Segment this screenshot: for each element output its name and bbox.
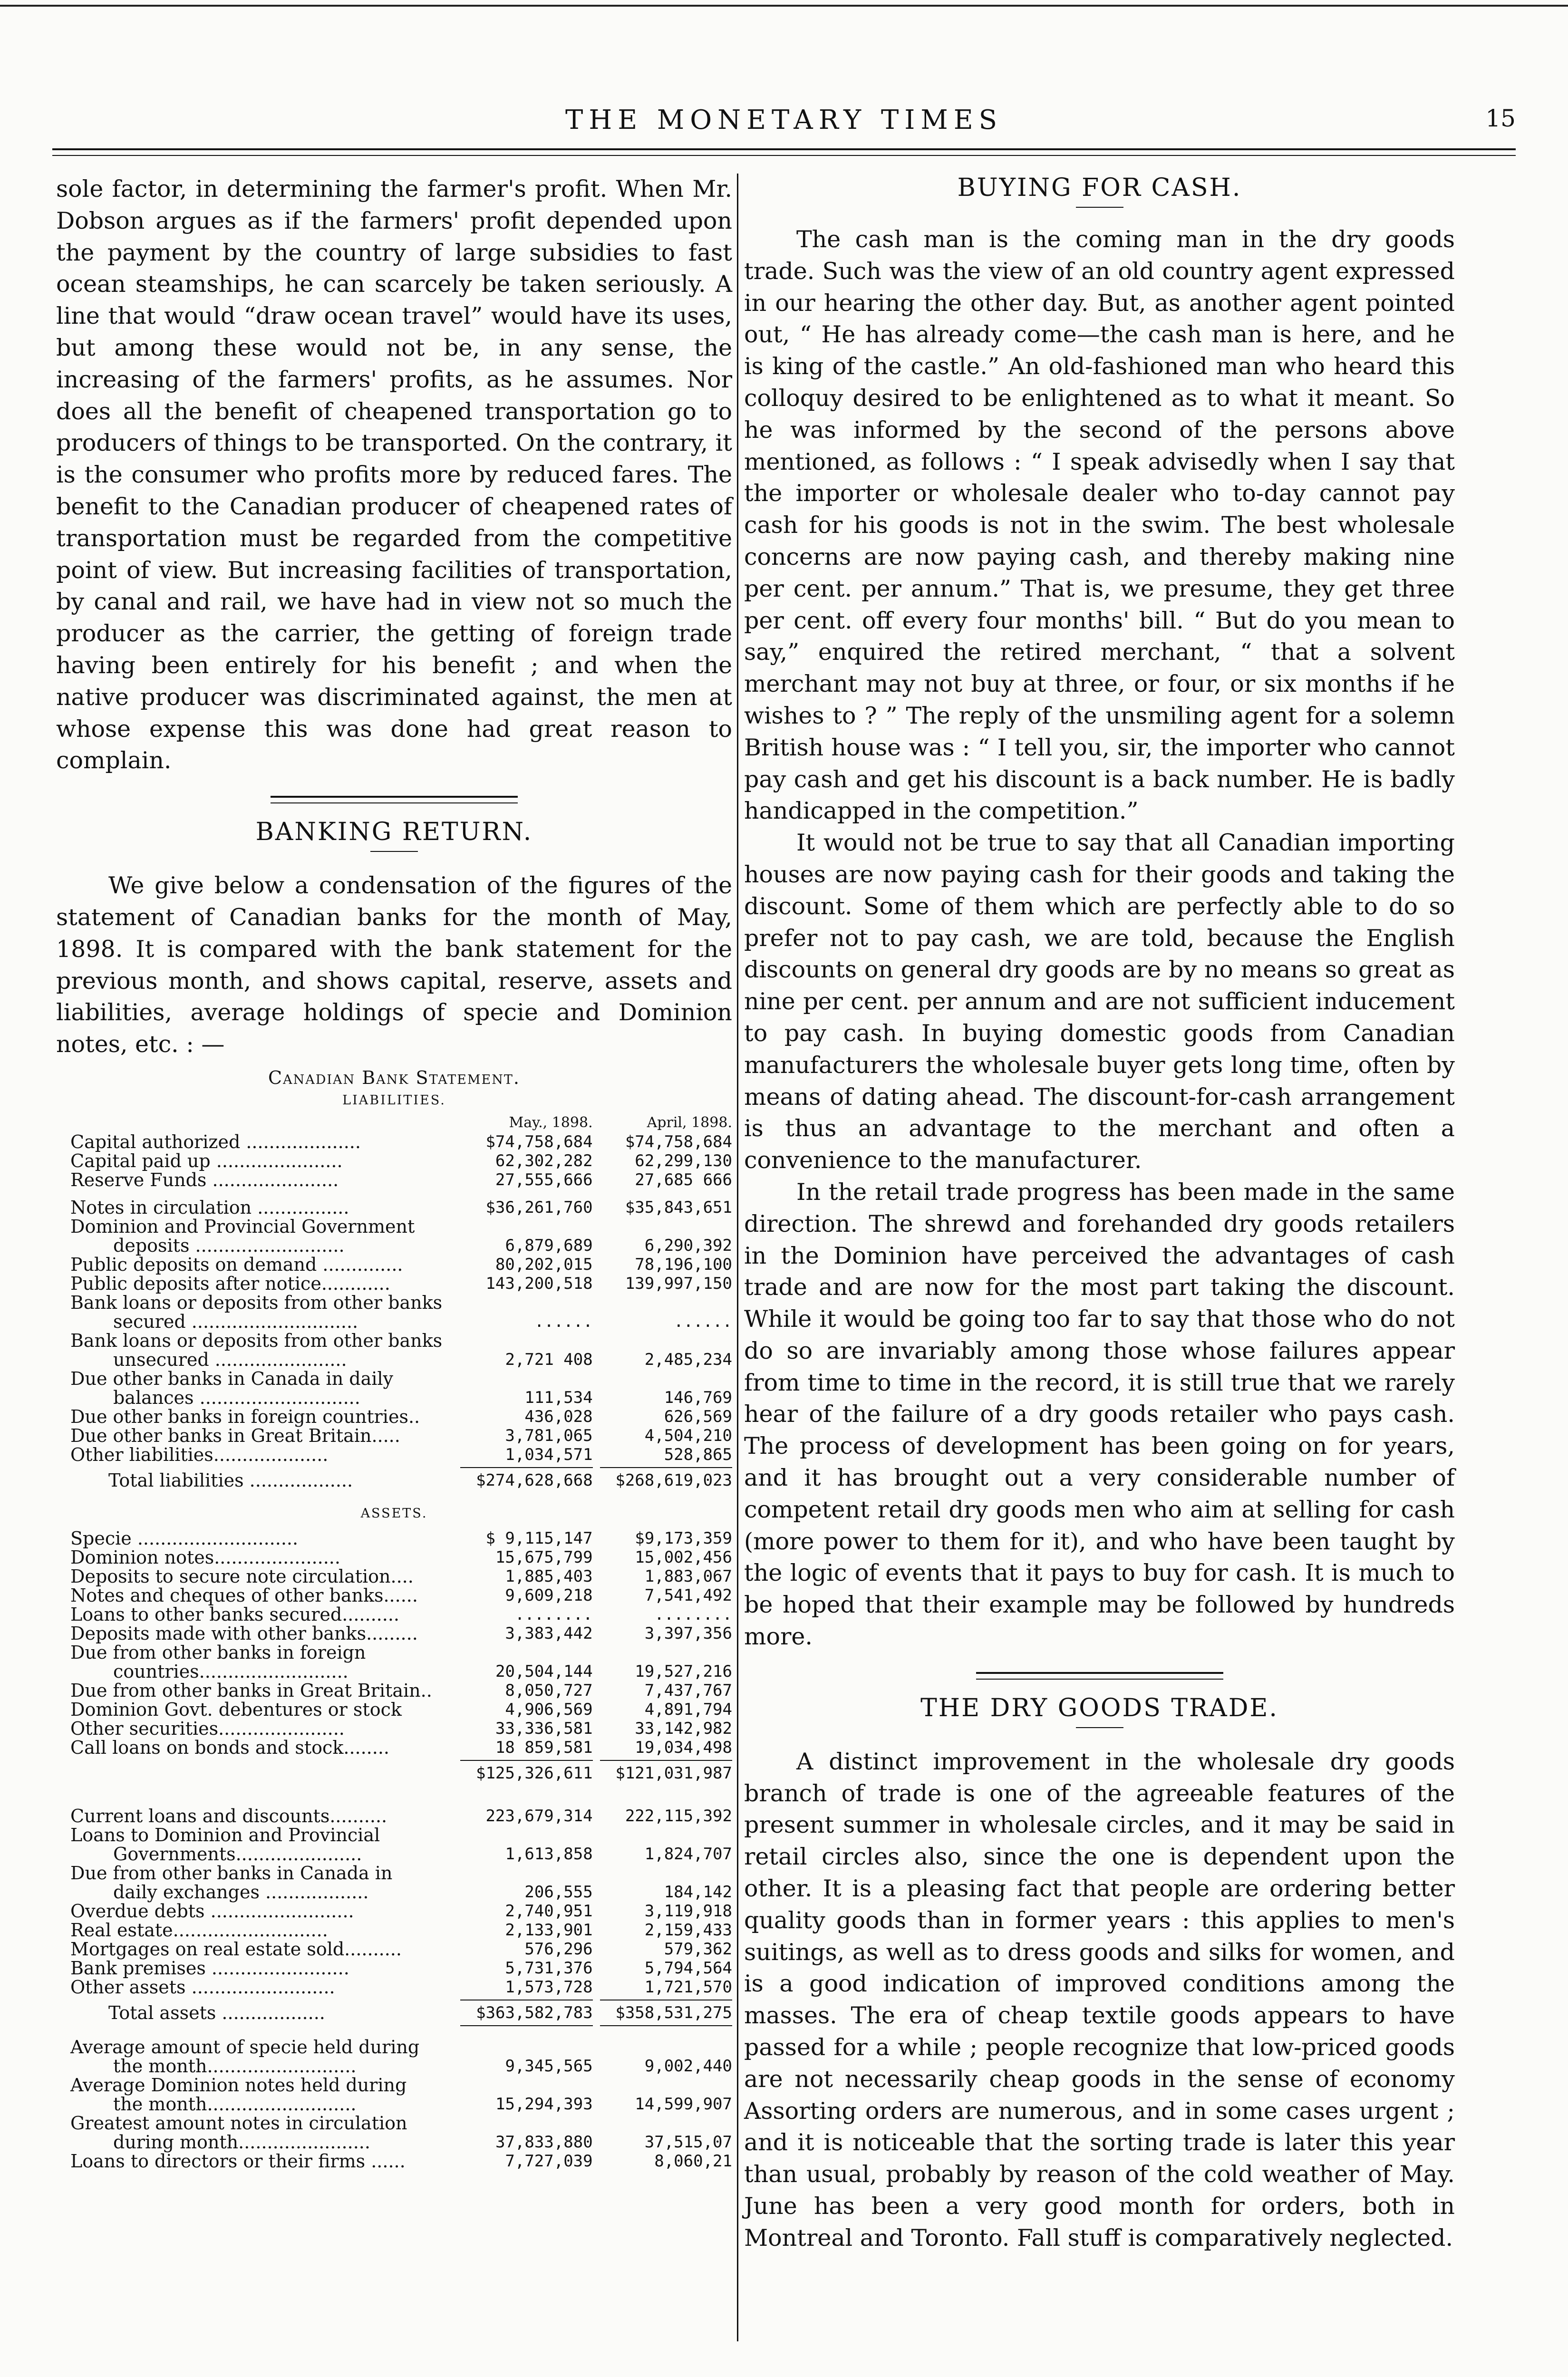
total-assets-row: Total assets .................. $363,582,783 $358,531,275	[108, 2002, 732, 2023]
table-row	[56, 1170, 732, 1189]
row-label: Specie ............................	[70, 1527, 299, 1549]
value-may: 15,294,393	[495, 2094, 593, 2114]
table-row	[56, 1921, 732, 1940]
value-may: 206,555	[524, 1882, 593, 1902]
row-label: deposits ..........................	[113, 1235, 345, 1256]
row-label: countries..........................	[113, 1661, 348, 1682]
value-april: 19,034,498	[635, 1738, 732, 1757]
average-holdings-rows	[56, 2038, 732, 2171]
value-april: 626,569	[664, 1407, 732, 1426]
value-april: 3,119,918	[644, 1901, 732, 1921]
table-row	[56, 1312, 732, 1331]
value-may: 436,028	[524, 1407, 593, 1426]
row-label: Capital authorized ....................	[70, 1131, 361, 1152]
section-separator	[271, 796, 518, 803]
dry-goods-paragraph: A distinct improvement in the wholesale dry goods branch of trade is one of the agreeable features of the present summer in wholesale circles, and it may be said in retail circles also, since the one is dependent upon the other. It is a pleasing fact that people are ordering better quality goods than in former years : this applies to men's suitings, as well as to dress goods and silks for women, and is a good indication of improved conditions among the masses. The era of cheap textile goods appears to have passed for a while ; people recognize that low-priced goods are not necessarily cheap goods in the sense of economy Assorting orders are numerous, and in some cases urgent ; and it is noticeable that the sorting trade is later this year than usual, probably by reason of the cold weather of May. June has been a very good month for orders, both in Montreal and Toronto. Fall stuff is comparatively neglected.	[744, 1748, 1455, 2251]
table-row	[56, 1217, 732, 1236]
value-april: 146,769	[664, 1388, 732, 1407]
masthead-rule-thick	[52, 148, 1516, 150]
value-april: 1,721,570	[644, 1977, 732, 1997]
table-row	[56, 1293, 732, 1312]
table-row	[56, 1826, 732, 1845]
value-april: 5,794,564	[644, 1958, 732, 1978]
value-may: 20,504,144	[495, 1662, 593, 1681]
table-row	[56, 1624, 732, 1643]
value-may: 223,679,314	[485, 1806, 593, 1826]
table-row	[56, 1426, 732, 1445]
value-may: 37,833,880	[495, 2132, 593, 2152]
total-assets-underline	[56, 2025, 732, 2026]
value-april: 579,362	[664, 1939, 732, 1959]
row-label: Other liabilities....................	[70, 1444, 329, 1465]
value-may: 80,202,015	[495, 1255, 593, 1274]
value-may: 143,200,518	[485, 1274, 593, 1293]
value-april: 1,824,707	[644, 1844, 732, 1864]
table-row	[56, 1978, 732, 1997]
table-row	[56, 1255, 732, 1274]
table-row	[56, 1605, 732, 1624]
value-may: 6,879,689	[505, 1236, 593, 1255]
value-may: 2,740,951	[505, 1901, 593, 1921]
value-may: $74,758,684	[485, 1132, 593, 1151]
table-row	[56, 1681, 732, 1700]
value-may: 1,034,571	[505, 1445, 593, 1464]
row-label: Deposits to secure note circulation....	[70, 1565, 414, 1587]
subtotal-rule	[56, 1760, 732, 1761]
value-april: 7,437,767	[644, 1681, 732, 1700]
value-may: 3,781,065	[505, 1426, 593, 1445]
value-april: 9,002,440	[644, 2056, 732, 2076]
table-row	[56, 1940, 732, 1959]
value-april: 4,891,794	[644, 1700, 732, 1719]
liabilities-heading: LIABILITIES.	[342, 1092, 446, 1108]
right-column	[744, 174, 1455, 2377]
value-april: 78,196,100	[635, 1255, 732, 1274]
row-label: balances ............................	[113, 1387, 360, 1408]
column-divider	[737, 174, 738, 2341]
value-april: 7,541,492	[644, 1585, 732, 1605]
assets-subtotal-row: $125,326,611 $121,031,987	[475, 1763, 732, 1783]
heading-rule	[370, 851, 418, 852]
table-row	[56, 1331, 732, 1350]
table-row	[56, 1236, 732, 1255]
page-top-edge-rule	[0, 5, 1568, 7]
value-april: 8,060,21	[654, 2151, 732, 2171]
value-april: 2,159,433	[644, 1920, 732, 1940]
value-may: 9,345,565	[505, 2056, 593, 2076]
value-april: $35,843,651	[625, 1198, 732, 1217]
total-rule	[56, 1467, 732, 1468]
value-may: 7,727,039	[505, 2151, 593, 2171]
statement-title: Canadian Bank Statement.	[268, 1067, 520, 1088]
heading-rule	[1076, 1727, 1123, 1728]
value-april: 1,883,067	[644, 1566, 732, 1586]
row-label: Dominion notes......................	[70, 1546, 340, 1568]
value-may: $36,261,760	[485, 1198, 593, 1217]
value-april: 37,515,07	[644, 2132, 732, 2152]
row-label: Public deposits on demand ..............	[70, 1254, 403, 1275]
value-may: 576,296	[524, 1939, 593, 1959]
value-april: 27,685 666	[635, 1170, 732, 1189]
row-label: daily exchanges ..................	[113, 1881, 369, 1903]
value-may: 18 859,581	[495, 1738, 593, 1757]
row-label: during month.......................	[113, 2131, 370, 2153]
row-label: Due other banks in Canada in daily	[70, 1368, 394, 1389]
row-label: Capital paid up ......................	[70, 1150, 343, 1171]
bank-statement-table	[56, 1113, 732, 2171]
row-label: Current loans and discounts..........	[70, 1805, 387, 1826]
table-row	[56, 1738, 732, 1757]
table-row	[56, 1274, 732, 1293]
value-april: ........	[654, 1604, 732, 1624]
value-april: 33,142,982	[635, 1719, 732, 1738]
value-may: 8,050,727	[505, 1681, 593, 1700]
row-label: Governments......................	[113, 1843, 362, 1865]
table-row	[56, 1567, 732, 1586]
table-row	[56, 1864, 732, 1883]
value-april: 15,002,456	[635, 1547, 732, 1567]
loan-assets-rows	[56, 1807, 732, 1997]
column-header-april: April, 1898.	[647, 1114, 732, 1131]
value-april: 62,299,130	[635, 1151, 732, 1170]
table-row	[56, 1807, 732, 1826]
cash-paragraph-3: In the retail trade progress has been made in the same direction. The shrewd and forehanded dry goods retailers in the Dominion have perceived the advantages of cash trade and are now for the most part taking the discount. While it would be going too far to say that those who do not do so are invariably among those whose failures appear from time to time in the record, it is still true that we rarely hear of the failure of a dry goods retailer who pays cash. The process of development has been going on for years, and it has brought out a very considerable number of competent retail dry goods men who aim at selling for cash (more power to them for it), and who have been taught by the logic of events that it pays to buy for cash. It is much to be hoped that their example may be followed by hundreds more.	[744, 1178, 1455, 1651]
table-row	[56, 2152, 732, 2171]
table-row	[56, 1445, 732, 1464]
value-april: 184,142	[664, 1882, 732, 1902]
value-april: ......	[674, 1312, 732, 1331]
row-label: Notes and cheques of other banks......	[70, 1585, 418, 1606]
row-label: Bank premises ........................	[70, 1957, 349, 1979]
masthead	[52, 105, 1516, 138]
value-april: 139,997,150	[625, 1274, 732, 1293]
table-row	[56, 1388, 732, 1407]
banking-return-heading: BANKING RETURN.	[255, 818, 533, 847]
article-continuation-paragraph: sole factor, in determining the farmer's profit. When Mr. Dobson argues as if the farmers' profit depended upon the payment by the country of large subsidies to fast ocean steamships, he can scarcely be taken seriously. A line that would “draw ocean travel” would have its uses, but among these would not be, in any sense, the increasing of the farmers' profits, as he assumes. Nor does all the benefit of cheapened transportation go to producers of things to be transported. On the contrary, it is the consumer who profits more by reduced fares. The benefit to the Canadian producer of cheapened rates of transportation must be regarded from the competitive point of view. But increasing facilities of transportation, by canal and rail, we have had in view not so much the producer as the carrier, the getting of foreign trade having been entirely for his benefit ; and when the native producer was discriminated against, the men at whose expense this was done had great reason to complain.	[56, 175, 732, 774]
value-may: 2,133,901	[505, 1920, 593, 1940]
row-label: Dominion Govt. debentures or stock	[70, 1699, 402, 1720]
masthead-title: THE MONETARY TIMES	[565, 105, 1003, 135]
total-liabilities-row: Total liabilities .................. $274,628,668 $268,619,023	[108, 1469, 732, 1491]
value-april: 19,527,216	[635, 1662, 732, 1681]
value-april: 528,865	[664, 1445, 732, 1464]
section-separator	[976, 1672, 1223, 1680]
table-row	[56, 1662, 732, 1681]
table-row	[56, 1959, 732, 1978]
table-row	[56, 1643, 732, 1662]
row-label: Due other banks in Great Britain.....	[70, 1425, 400, 1446]
row-label: Bank loans or deposits from other banks	[70, 1292, 443, 1313]
heading-rule	[1076, 207, 1123, 208]
value-april: 6,290,392	[644, 1236, 732, 1255]
row-label: Mortgages on real estate sold..........	[70, 1938, 402, 1960]
row-label: Loans to directors or their firms ......	[70, 2150, 406, 2172]
value-may: 1,885,403	[505, 1566, 593, 1586]
table-row	[56, 1902, 732, 1921]
value-may: 4,906,569	[505, 1700, 593, 1719]
value-may: 5,731,376	[505, 1958, 593, 1978]
value-may: 33,336,581	[495, 1719, 593, 1738]
row-label: Real estate...........................	[70, 1919, 328, 1941]
dry-goods-heading: THE DRY GOODS TRADE.	[920, 1693, 1278, 1722]
table-row	[56, 1548, 732, 1567]
value-may: 1,613,858	[505, 1844, 593, 1864]
masthead-rule-thin	[52, 155, 1516, 156]
row-label: Deposits made with other banks.........	[70, 1623, 418, 1644]
row-label: Other assets .........................	[70, 1976, 335, 1998]
table-row	[56, 2057, 732, 2076]
table-row	[56, 1529, 732, 1548]
value-april: 222,115,392	[625, 1806, 732, 1826]
value-may: 111,534	[524, 1388, 593, 1407]
value-may: 62,302,282	[495, 1151, 593, 1170]
row-label: Due from other banks in Great Britain..	[70, 1680, 432, 1701]
table-row	[56, 1700, 732, 1719]
statement-column-headers	[56, 1113, 732, 1132]
row-label: Due other banks in foreign countries..	[70, 1406, 420, 1427]
value-april: 3,397,356	[644, 1623, 732, 1643]
row-label: Due from other banks in Canada in	[70, 1862, 393, 1884]
value-may: $ 9,115,147	[485, 1528, 593, 1548]
page-number: 15	[1485, 105, 1516, 132]
assets-rows	[56, 1529, 732, 1757]
table-row	[56, 2038, 732, 2057]
row-label: Reserve Funds ......................	[70, 1169, 339, 1190]
table-row	[56, 1845, 732, 1864]
row-label: Call loans on bonds and stock........	[70, 1737, 389, 1758]
liabilities-rows	[56, 1198, 732, 1464]
value-april: 4,504,210	[644, 1426, 732, 1445]
value-may: ........	[514, 1604, 593, 1624]
column-header-may: May., 1898.	[509, 1114, 593, 1131]
table-row	[56, 1586, 732, 1605]
table-row	[56, 1198, 732, 1217]
row-label: Dominion and Provincial Government	[70, 1216, 415, 1237]
value-may: 15,675,799	[495, 1547, 593, 1567]
row-label: the month..........................	[113, 2093, 357, 2115]
value-may: ......	[534, 1312, 593, 1331]
value-april: 14,599,907	[635, 2094, 732, 2114]
buying-for-cash-heading: BUYING FOR CASH.	[957, 174, 1242, 202]
table-row	[56, 1151, 732, 1170]
cash-paragraph-2: It would not be true to say that all Canadian importing houses are now paying cash for their goods and taking the discount. Some of them which are perfectly able to do so prefer not to pay cash, we are told, because the English discounts on general dry goods are by no means so great as nine per cent. per annum and are not sufficient inducement to pay cash. In buying domestic goods from Canadian manufacturers the wholesale buyer gets long time, often by means of dating ahead. The discount-for-cash arrangement is thus an advantage to the merchant and often a convenience to the manufacturer.	[744, 829, 1455, 1174]
left-column	[56, 174, 732, 2377]
row-label: Due from other banks in foreign	[70, 1642, 366, 1663]
value-may: 3,383,442	[505, 1623, 593, 1643]
table-row	[56, 1883, 732, 1902]
row-label: Greatest amount notes in circulation	[70, 2112, 407, 2134]
row-label: Average amount of specie held during	[70, 2036, 420, 2058]
table-row	[56, 1350, 732, 1369]
value-may: 27,555,666	[495, 1170, 593, 1189]
table-row	[56, 1407, 732, 1426]
row-label: Public deposits after notice............	[70, 1273, 390, 1294]
cash-paragraph-1: The cash man is the coming man in the dry goods trade. Such was the view of an old country agent expressed in our hearing the other day. But, as another agent pointed out, “ He has already come—the cash man is here, and he is king of the castle.” An old-fashioned man who heard this colloquy desired to be enlightened as to what it meant. So he was informed by the second of the persons above mentioned, as follows : “ I speak advisedly when I say that the importer or wholesale dealer who to-day cannot pay cash for his goods is not in the swim. The best wholesale concerns are now paying cash, and thereby making nine per cent. per annum.” That is, we presume, they get three per cent. off every four months' bill. “ But do you mean to say,” enquired the retired merchant, “ that a solvent merchant may not buy at three, or four, or six months if he wishes to ? ” The reply of the unsmiling agent for a solemn British house was : “ I tell you, sir, the importer who cannot pay cash and get his discount is a back number. He is badly handicapped in the competition.”	[744, 226, 1455, 825]
assets-heading: ASSETS.	[360, 1506, 428, 1521]
table-row	[56, 1719, 732, 1738]
row-label: Overdue debts .........................	[70, 1900, 354, 1922]
value-april: 2,485,234	[644, 1350, 732, 1369]
table-row	[56, 2095, 732, 2114]
banking-return-paragraph: We give below a condensation of the figures of the statement of Canadian banks for the month of May, 1898. It is compared with the bank statement for the previous month, and shows capital, reserve, assets and liabilities, average holdings of specie and Dominion notes, etc. : —	[56, 872, 732, 1058]
value-april: $74,758,684	[625, 1132, 732, 1151]
value-may: 2,721 408	[505, 1350, 593, 1369]
row-label: Other securities......................	[70, 1718, 345, 1739]
row-label: Bank loans or deposits from other banks	[70, 1330, 443, 1351]
row-label: Loans to Dominion and Provincial	[70, 1824, 380, 1846]
row-label: the month..........................	[113, 2055, 357, 2077]
table-row	[56, 1132, 732, 1151]
liabilities-capital-rows	[56, 1132, 732, 1189]
table-row	[56, 2076, 732, 2095]
row-label: unsecured .......................	[113, 1349, 347, 1370]
table-row	[56, 1369, 732, 1388]
row-label: Average Dominion notes held during	[70, 2074, 407, 2096]
table-row	[56, 2133, 732, 2152]
table-row	[56, 2114, 732, 2133]
row-label: Loans to other banks secured..........	[70, 1604, 399, 1625]
row-label: secured .............................	[113, 1311, 358, 1332]
value-april: $9,173,359	[635, 1528, 732, 1548]
row-label: Notes in circulation ................	[70, 1197, 349, 1218]
value-may: 9,609,218	[505, 1585, 593, 1605]
value-may: 1,573,728	[505, 1977, 593, 1997]
